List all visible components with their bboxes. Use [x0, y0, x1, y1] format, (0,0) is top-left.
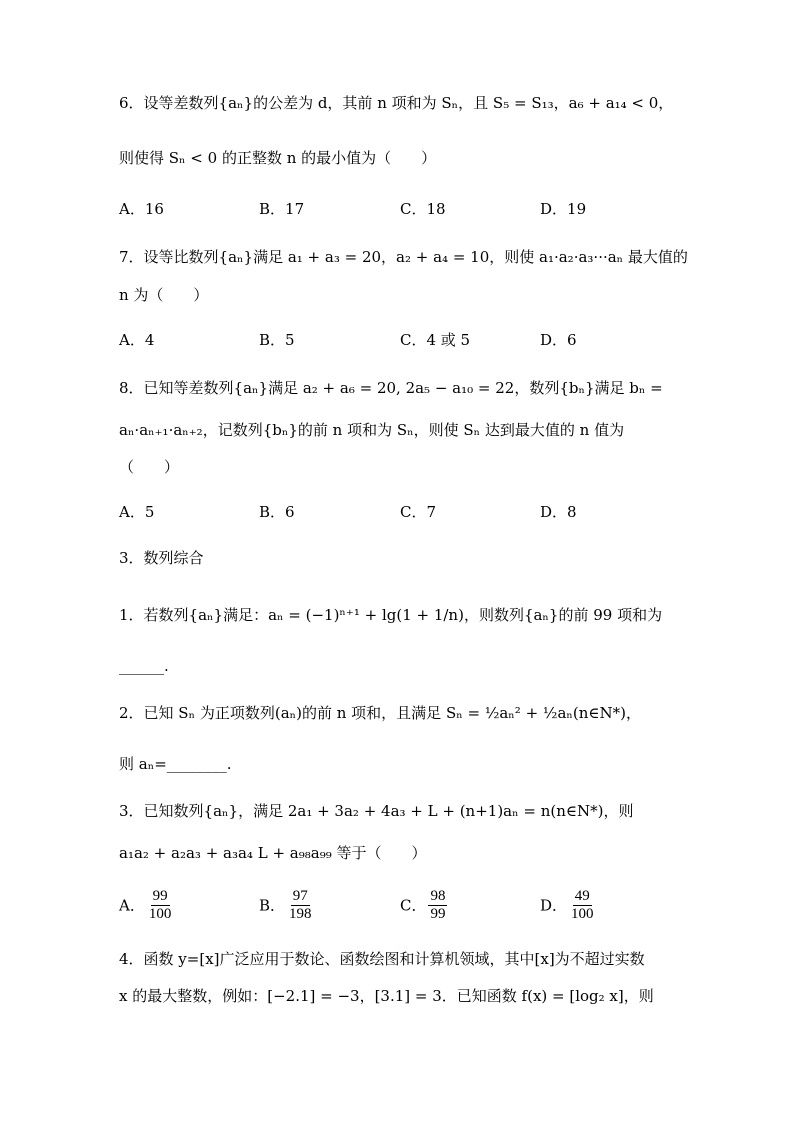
s3-option-c-denominator: 99 — [430, 906, 446, 922]
s3-option-d — [540, 888, 598, 923]
s3-option-d-denominator: 100 — [571, 906, 594, 922]
q6-option-d: D．19 — [540, 200, 587, 218]
s3-option-a-denominator: 100 — [148, 906, 172, 922]
q8-line2: aₙ·aₙ₊₁·aₙ₊₂，记数列{bₙ}的前 n 项和为 Sₙ，则使 Sₙ 达到最大值的 n 值为 — [119, 421, 625, 439]
s3-line1: 3．已知数列{aₙ}，满足 2a₁ + 3a₂ + 4a₃ + L + (n+1)aₙ = n(n∈N*)，则 — [119, 802, 634, 820]
s3-option-a-fraction — [147, 888, 174, 923]
s3-option-c — [400, 888, 449, 923]
q7-line2: n 为（ ） — [119, 286, 209, 304]
s3-option-a — [119, 888, 175, 923]
s3-option-d-letter: D． — [540, 896, 568, 915]
s4-line1: 4．函数 y=[x]广泛应用于数论、函数绘图和计算机领域，其中[x]为不超过实数 — [119, 950, 645, 968]
q6-option-c: C．18 — [400, 200, 446, 218]
s2-line2: 则 aₙ=________. — [119, 755, 232, 773]
q8-option-b: B．6 — [259, 503, 295, 521]
s2-line1: 2．已知 Sₙ 为正项数列(aₙ)的前 n 项和，且满足 Sₙ = ½aₙ² + ½aₙ(n∈N*)， — [119, 704, 641, 722]
s3-option-d-fraction — [569, 888, 596, 923]
s3-option-b-numerator: 97 — [292, 888, 308, 904]
q6-line2: 则使得 Sₙ < 0 的正整数 n 的最小值为（ ） — [119, 149, 437, 167]
s4-line2: x 的最大整数，例如：[−2.1] = −3，[3.1] = 3．已知函数 f(x) = [log₂ x]，则 — [119, 987, 654, 1005]
s3-option-a-numerator: 99 — [152, 888, 168, 904]
q7-option-b: B．5 — [259, 331, 295, 349]
s3-option-d-numerator: 49 — [574, 888, 590, 904]
q8-line1: 8．已知等差数列{aₙ}满足 a₂ + a₆ = 20, 2a₅ − a₁₀ = 22，数列{bₙ}满足 bₙ = — [119, 379, 663, 397]
s3-option-b-fraction — [287, 888, 314, 923]
q8-option-d: D．8 — [540, 503, 577, 521]
q8-option-a: A．5 — [119, 503, 155, 521]
s3-line2: a₁a₂ + a₂a₃ + a₃a₄ L + a₉₈a₉₉ 等于（ ） — [119, 844, 427, 862]
s3-option-b — [259, 888, 316, 923]
s3-option-a-letter: A． — [119, 896, 145, 915]
s3-option-b-letter: B． — [259, 896, 286, 915]
q8-option-c: C．7 — [400, 503, 437, 521]
q6-option-a: A．16 — [119, 200, 164, 218]
s3-option-b-denominator: 198 — [289, 906, 312, 922]
section-title: 3．数列综合 — [119, 549, 204, 567]
s1-line1: 1．若数列{aₙ}满足：aₙ = (−1)ⁿ⁺¹ + lg(1 + 1/n)，则数列{aₙ}的前 99 项和为 — [119, 606, 663, 624]
s3-option-c-fraction — [428, 888, 447, 923]
s1-line2: ______. — [119, 657, 169, 675]
q7-line1: 7．设等比数列{aₙ}满足 a₁ + a₃ = 20，a₂ + a₄ = 10，则使 a₁·a₂·a₃···aₙ 最大值的 — [119, 248, 688, 266]
q6-line1: 6．设等差数列{aₙ}的公差为 d，其前 n 项和为 Sₙ，且 S₅ = S₁₃，a₆ + a₁₄ < 0， — [119, 94, 674, 112]
q7-option-d: D．6 — [540, 331, 577, 349]
q6-option-b: B．17 — [259, 200, 305, 218]
s3-option-c-numerator: 98 — [430, 888, 446, 904]
q7-option-c: C．4 或 5 — [400, 331, 471, 349]
q8-line3: （ ） — [119, 458, 180, 476]
s3-option-c-letter: C． — [400, 896, 427, 915]
q7-option-a: A．4 — [119, 331, 155, 349]
